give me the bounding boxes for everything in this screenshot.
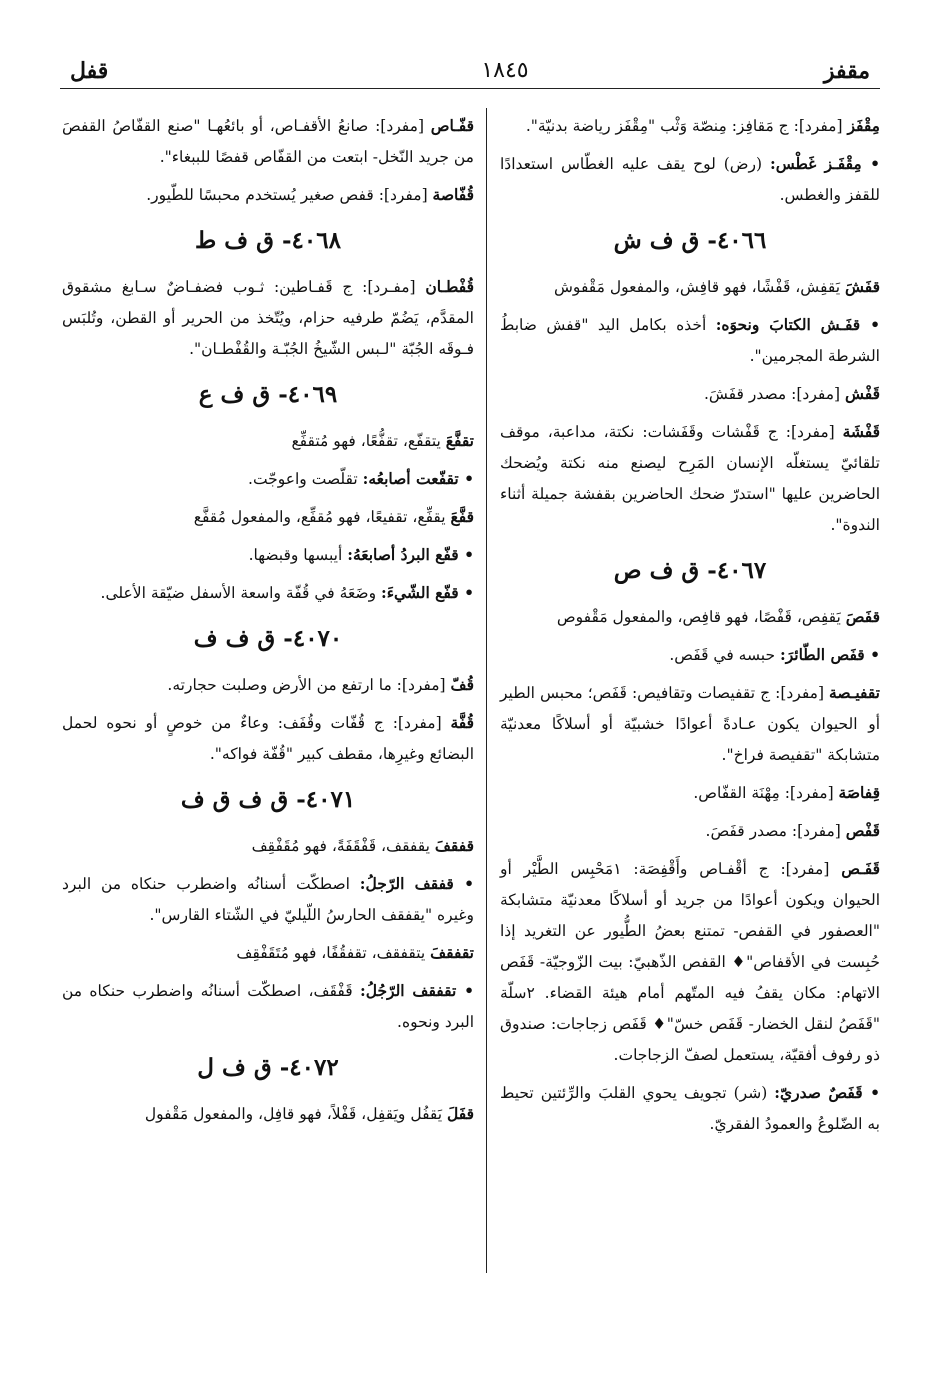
entry-definition: [مفرد]: مِهْنَة القفّاص. (693, 784, 839, 802)
dictionary-entry (62, 707, 474, 770)
page-header (60, 48, 880, 89)
dictionary-entry (62, 868, 474, 931)
entry-headword: • قفقف الرّجلُ: (359, 874, 474, 893)
entry-definition: يَقفِش، قَفْشًا، فهو قافِش، والمفعول مَقْفوش (554, 278, 845, 296)
dictionary-entry (62, 539, 474, 571)
dictionary-entry (62, 669, 474, 701)
entry-definition: قَفْقَف، اصطكّت أسنانُه واضطرب حنكاه من البرد ونحوه. (62, 982, 474, 1031)
dictionary-entry (62, 1098, 474, 1130)
entry-headword: • مِقْفَـز غَطْس: (769, 154, 880, 173)
entry-definition: يتقفّع، تقفُّعًا، فهو مُتقفِّع (291, 432, 446, 450)
entry-headword: • قفّع الشّيءَ: (381, 583, 474, 602)
dictionary-entry (500, 677, 880, 771)
dictionary-entry (62, 937, 474, 969)
entry-headword: قفَشَ (844, 277, 880, 296)
column-divider (486, 108, 487, 1273)
entry-headword: تقفقفَ (430, 943, 474, 962)
entry-definition: يقفقف، قَفْقَفَةً، فهو مُقَفْقِف (251, 837, 435, 855)
dictionary-entry (500, 601, 880, 633)
entry-headword: قَفَـص (841, 859, 880, 878)
entry-headword: قِفاصَة (838, 783, 880, 802)
entry-headword: • تقفقف الرّجُلُ: (359, 981, 474, 1000)
root-section-heading: ٤٠٦٨- ق ف ط (195, 227, 341, 254)
entry-headword: قُفّاصة (432, 185, 474, 204)
entry-headword: قَفْشَة (842, 422, 880, 441)
entry-definition: اصطكّت أسنانُه واضطرب حنكاه من البرد وغيره "يقفقف الحارسُ اللّيليّ في الشّتاء القارس". (62, 875, 474, 924)
entry-definition: (رض) لوح يقف عليه الغطّاس استعدادًا للقفز والغطس. (500, 155, 880, 204)
entry-headword: • تقفّعت أصابعُه: (362, 469, 474, 488)
page-number: ١٨٤٥ (481, 58, 529, 83)
entry-definition: يَقفُل ويَقفِل، قَفْلاً، فهو قافِل، والمفعول مَقْفول (144, 1105, 447, 1123)
entry-definition: تقلّصت واعوجّت. (248, 470, 363, 488)
dictionary-entry (62, 271, 474, 365)
entry-headword: مِقْفَز (847, 116, 880, 135)
entry-definition: [مفرد]: ج قُفّات وقُفَف: وعاءٌ من خوصٍ أو نحوه لحمل البضائع وغيرِها، مقطف كبير "قُفّة فواكه". (62, 714, 474, 763)
entry-definition: [مفرد]: صانعُ الأقفـاص، أو بائعُهـا "صنع القفّاصُ القفصَ من جريد النّخل- ابتعت من القفّاص قفصًا للببغاء". (62, 117, 474, 166)
dictionary-entry (500, 815, 880, 847)
entry-headword: قفَصَ (845, 607, 880, 626)
entry-headword: قَفْش (844, 384, 880, 403)
entry-definition: [مفرد]: مصدر قفَشَ. (703, 385, 845, 403)
dictionary-entry (500, 110, 880, 142)
entry-definition: حبسه في قَفَص. (669, 646, 780, 664)
root-section-heading: ٤٠٧٠- ق ف ف (193, 625, 343, 652)
root-section-heading: ٤٠٦٧- ق ف ص (613, 557, 767, 584)
entry-headword: • قفّع البردُ أصابعَهُ: (347, 545, 474, 564)
entry-headword: قُفّ (450, 675, 474, 694)
dictionary-entry (62, 501, 474, 533)
header-left-guide-word: قفل (70, 58, 109, 84)
entry-definition: [مفرد]: ج قَفْشات وقَفَشات: نكتة، مداعبة، موقف تلقائيّ يستغلّه الإنسان المَرِح ليصنع منه نكتة ويُضحك الحاضرين عليها "استدرّ ضحك الحاضرين بقفشة جميلة أثناء الندوة". (500, 423, 880, 534)
dictionary-entry (500, 639, 880, 671)
header-right-guide-word: مقفز (823, 58, 870, 84)
dictionary-entry (62, 110, 474, 173)
entry-definition: [مفرد]: ما ارتفع من الأرض وصلبت حجارته. (167, 676, 451, 694)
root-section-heading: ٤٠٦٦- ق ف ش (613, 227, 767, 254)
entry-definition: [مفرد]: ج أقْفـاص وأَقْفِصَة: ١مَحْبِس الطَّيْر أو الحيوان ويكون أعوادًا من جريد أو أسلاكًا معدنيّة متشابكة "العصفور في القفص- تمتنع بعضُ الطُّيور عن التغريد إذا حُبِست في الأقفاص"♦ القفص الذّهبيّ: بيت الزّوجيّة- قَفَص الاتهام: مكان يقفُ فيه المتّهم أمام هيئة القضاء. ٢سلّة "قَفَصُ لنقل الخضار- قَفَص خسّ"♦ قَفَص زجاجات: صندوق ذو رفوف أفقيّة، يستعمل لصفّ الزجاجات. (500, 860, 880, 1064)
entry-headword: تقفيـصة (829, 683, 880, 702)
dictionary-entry (500, 148, 880, 211)
dictionary-entry (62, 975, 474, 1038)
entry-headword: قفَلَ (447, 1104, 474, 1123)
root-section-heading: ٤٠٧١- ق ف ق ف (180, 786, 356, 813)
dictionary-entry (500, 777, 880, 809)
entry-headword: • قفَص الطّائرَ: (780, 645, 880, 664)
entry-headword: قفقفَ (434, 836, 474, 855)
root-section-heading: ٤٠٦٩- ق ف ع (198, 381, 338, 408)
entry-headword: قُفْطـان (425, 277, 474, 296)
entry-headword: • قفَـش الكتابَ ونحوَه: (715, 315, 880, 334)
entry-headword: تقفَّعَ (445, 431, 474, 450)
dictionary-entry (500, 378, 880, 410)
dictionary-entry (500, 416, 880, 541)
dictionary-entry (62, 463, 474, 495)
entry-definition: أيبسها وقبضها. (248, 546, 348, 564)
entry-headword: قفّـاص (430, 116, 474, 135)
entry-definition: يَقفِص، قَفْصًا، فهو قافِص، والمفعول مَقْفوص (556, 608, 846, 626)
entry-headword: قَفْص (845, 821, 880, 840)
entry-headword: قُفَّة (450, 713, 474, 732)
dictionary-entry (62, 830, 474, 862)
entry-definition: يتقفقف، تقفقُفًا، فهو مُتَقَفْقِف (236, 944, 431, 962)
dictionary-entry (500, 1077, 880, 1140)
entry-definition: يقفِّع، تقفيعًا، فهو مُقفِّع، والمفعول مُقفَّع (193, 508, 451, 526)
entry-headword: • قَفَصٌ صدريّ: (774, 1083, 880, 1102)
dictionary-entry (500, 853, 880, 1071)
dictionary-entry (62, 577, 474, 609)
entry-definition: [مفـرد]: ج قَفـاطين: ثـوب فضفـاضٌ سـابغ مشقوق المقدَّم، يَضُمّ طرفيه حزام، ويُتّخذ من الحرير أو القطن، وتُلبَس فـوقَه الجُبّة "لـبس الشّيخُ الجُبّـة والقُفْطـان". (62, 278, 474, 358)
right-column (500, 110, 880, 1146)
left-column (62, 110, 474, 1136)
entry-definition: [مفرد]: ج تقفيصات وتقافيص: قَفَص؛ محبس الطير أو الحيوان يكون عـادةً أعوادًا خشبيّة أو أسلاكًا معدنيّة متشابكة "تقفيصة فراخ". (500, 684, 880, 764)
entry-definition: [مفرد]: قفص صغير يُستخدم محبسًا للطّيور. (146, 186, 433, 204)
entry-definition: وضَعَهُ في قُفّة واسعة الأسفل ضيّقة الأعلى. (100, 584, 381, 602)
dictionary-entry (500, 309, 880, 372)
dictionary-entry (500, 271, 880, 303)
entry-definition: [مفرد]: مصدر قفَصَ. (705, 822, 846, 840)
entry-headword: قفَّعَ (450, 507, 474, 526)
dictionary-entry (62, 425, 474, 457)
entry-definition: (شر) تجويف يحوي القلبَ والرِّئتين تحيط به الضّلوعُ والعمودُ الفقريّ. (500, 1084, 880, 1133)
entry-definition: [مفرد]: ج مَقافِز: مِنصّة وَثْب "مِقْفَز رياضة بدنيّة". (525, 117, 848, 135)
root-section-heading: ٤٠٧٢- ق ف ل (197, 1054, 339, 1081)
entry-definition: أخذه بكامل اليد "قفش ضابطُ الشرطة المجرمين". (500, 316, 880, 365)
dictionary-entry (62, 179, 474, 211)
